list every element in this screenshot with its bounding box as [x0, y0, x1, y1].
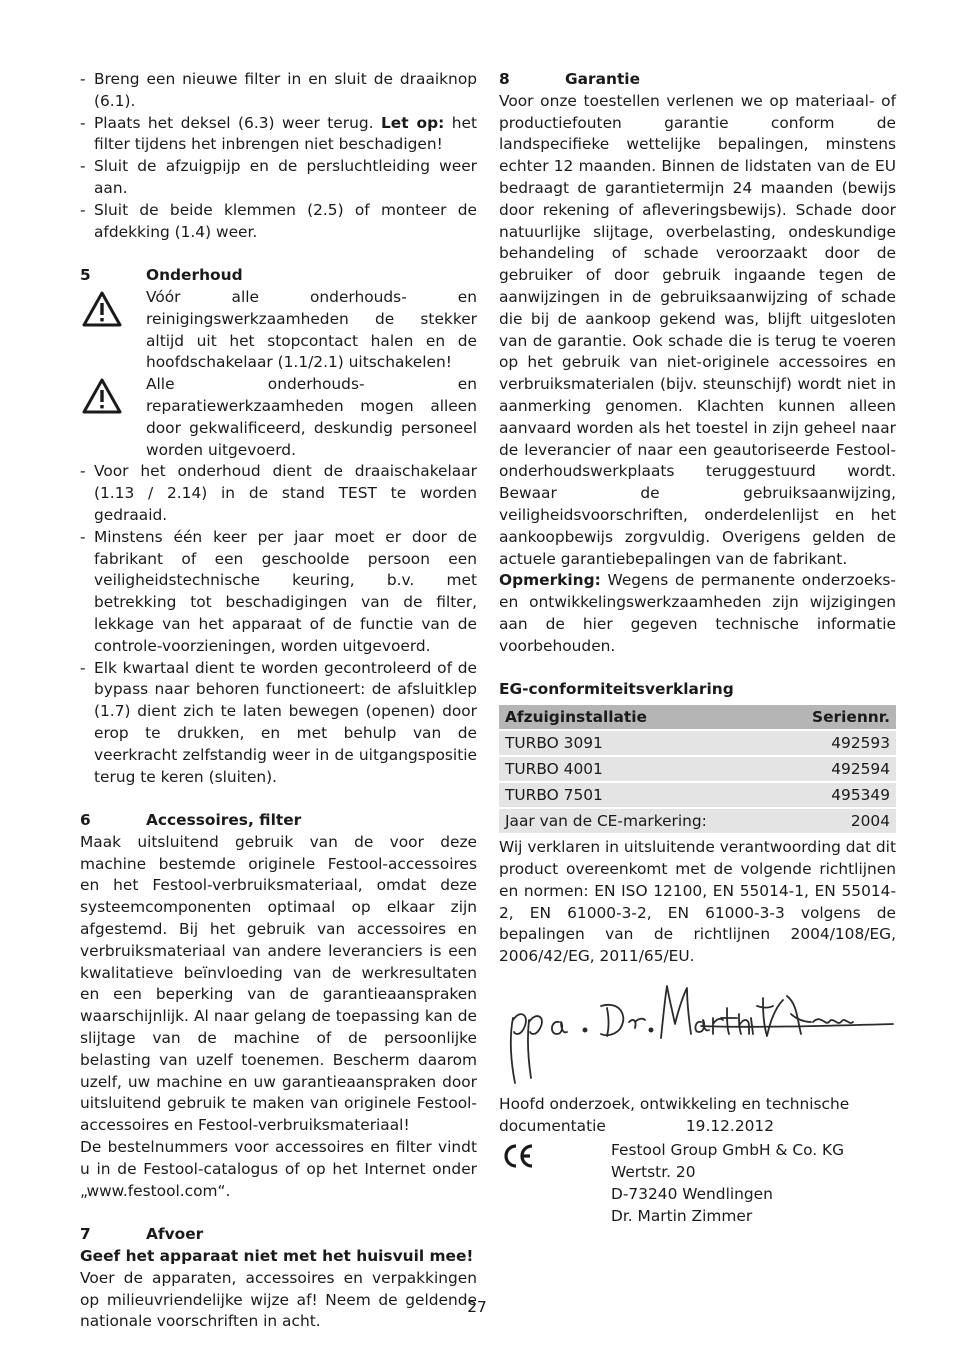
- declaration-text: Wij verklaren in uitsluitende verantwoording dat dit product overeenkomt met de volgende richtlijnen en normen: EN ISO 12100, EN 55014-1, EN 55014-2, EN 61000-3-2, EN 61000-3-3 volgens de bepalingen van de richtlijnen 2004/108/EG, 2006/42/EG, 2011/65/EU.: [499, 838, 896, 966]
- serial-cell: 495349: [778, 783, 896, 807]
- column-header: Afzuiginstallatie: [499, 705, 778, 729]
- warning-text: Alle onderhouds- en reparatiewerkzaamheden mogen alleen door gekwalificeerd, deskundig personeel worden uitgevoerd.: [146, 375, 477, 459]
- company-city: D-73240 Wendlingen: [611, 1185, 773, 1204]
- table-header: [499, 705, 896, 729]
- warning-triangle-icon: [82, 291, 122, 327]
- ce-year-value: 2004: [778, 809, 896, 833]
- company-street: Wertstr. 20: [611, 1163, 696, 1182]
- right-column: [499, 69, 896, 1228]
- table-row: [499, 783, 896, 807]
- paragraph: De bestelnummers voor accessoires en filter vindt u in de Festool-catalogus of op het Internet onder „www.festool.com“.: [80, 1138, 477, 1200]
- column-header: Seriennr.: [778, 705, 896, 729]
- page-number: 27: [467, 1298, 487, 1316]
- table-row: [499, 757, 896, 781]
- serial-cell: 492593: [778, 731, 896, 755]
- conformity-title: EG-conformiteitsverklaring: [499, 680, 734, 699]
- signature: [499, 968, 896, 1094]
- paragraph: Voor onze toestellen verlenen we op materiaal- of productiefouten garantie conform de landspecifieke wettelijke bepalingen, minstens echter 12 maanden. Binnen de lidstaten van de EU bedraagt de garantietermijn 24 maanden (bewijs door rekening of afleveringsbewijs). Schade door natuurlijke slijtage, overbelasting, ondeskundige behandeling of schade veroorzaakt door de gebruiker of door gebruik ingaande tegen de aanwijzingen in de gebruiksaanwijzing of schade die bij de aankoop gekend was, blijft uitgesloten van de garantie. Ook schade die is terug te voeren op het gebruik van niet-originele accessoires en verbruiksmaterialen (bijv. steunschijf) wordt niet in aanmerking genomen. Klachten kunnen alleen aanvaard worden als het toestel in zijn geheel naar de leverancier of naar een geautoriseerde Festool-onderhoudswerkplaats teruggestuurd wordt. Bewaar de gebruiksaanwijzing, veiligheidsvoorschriften, onderdelenlijst en het aankoopbewijs zorgvuldig. Overigens gelden de actuele garantiebepalingen van de fabrikant.: [499, 91, 896, 568]
- warning-text: Vóór alle onderhouds- en reinigingswerkzaamheden de stekker altijd uit het stopcontact halen en de hoofdschakelaar (1.1/2.1) uitschakelen!: [146, 287, 477, 372]
- note-paragraph: Opmerking: Wegens de permanente onderzoeks- en ontwikkelingswerkzaamheden zijn wijzigingen aan de hier gegeven technische informatie voorbehouden.: [499, 571, 896, 655]
- disposal-warning: Geef het apparaat niet met het huisvuil mee!: [80, 1247, 474, 1266]
- date: 19.12.2012: [685, 1116, 774, 1135]
- company-name: Festool Group GmbH & Co. KG: [611, 1141, 845, 1160]
- list-item: - Sluit de beide klemmen (2.5) of monteer de afdekking (1.4) weer.: [80, 200, 477, 244]
- model-cell: TURBO 7501: [499, 783, 778, 807]
- section-heading: 5 Onderhoud: [80, 266, 243, 285]
- paragraph: Maak uitsluitend gebruik van de voor deze machine bestemde originele Festool-accessoires en het Festool-verbruiksmateriaal, omdat deze systeemcomponenten optimaal op elkaar zijn afgestemd. Bij het gebruik van accessoires en verbruiksmateriaal van andere leveranciers is een kwalitatieve beïnvloeding van de werkresultaten en een beperking van de garantieaanspraken waarschijnlijk. Al naar gelang de toepassing kan de slijtage van de machine of de persoonlijke belasting van uzelf toenemen. Bescherm daarom uzelf, uw machine en uw garantieaanspraken door uitsluitend gebruik te maken van originele Festool-accessoires en Festool-verbruiksmateriaal!: [80, 832, 477, 1135]
- conformity-table: [499, 703, 896, 835]
- section-heading: 6 Accessoires, filter: [80, 811, 302, 830]
- list-item: - Elk kwartaal dient te worden gecontroleerd of de bypass naar behoren functioneert: de afsluitklep (1.7) dient zich te laten bewegen (openen) door erop te drukken, en met behulp van de veerkracht zelfstandig weer in de uitgangspositie terug te keren (sluiten).: [80, 658, 477, 789]
- list-item: - Sluit de afzuigpijp en de persluchtleiding weer aan.: [80, 156, 477, 200]
- list-item: - Minstens één keer per jaar moet er door de fabrikant of een geschoolde persoon een veiligheidstechnische keuring, b.v. met betrekking tot beschadigingen van de filter, lekkage van het apparaat of de functie van de controle-voorzieningen, worden uitgevoerd.: [80, 527, 477, 658]
- company-address: [499, 1140, 896, 1227]
- model-cell: TURBO 4001: [499, 757, 778, 781]
- signature-image: [501, 978, 896, 1088]
- table-row: [499, 731, 896, 755]
- paragraph: Voer de apparaten, accessoires en verpakkingen op milieuvriendelijke wijze af! Neem de geldende nationale voorschriften in acht.: [80, 1268, 477, 1331]
- list-item: - Voor het onderhoud dient de draaischakelaar (1.13 / 2.14) in de stand TEST te worden gedraaid.: [80, 461, 477, 526]
- list-item: - Plaats het deksel (6.3) weer terug. Let op: het filter tijdens het inbrengen niet beschadigen!: [80, 113, 477, 157]
- warning-note: [80, 374, 477, 461]
- model-cell: TURBO 3091: [499, 731, 778, 755]
- section-heading: 7 Afvoer: [80, 1225, 204, 1244]
- left-column: [80, 69, 477, 1333]
- ce-mark-icon: [501, 1142, 535, 1170]
- list-item: - Breng een nieuwe filter in en sluit de draaiknop (6.1).: [80, 69, 477, 113]
- company-contact: Dr. Martin Zimmer: [611, 1206, 753, 1225]
- warning-note: [80, 287, 477, 374]
- table-row: [499, 809, 896, 833]
- section-heading: 8 Garantie: [499, 70, 641, 88]
- signatory-role: Hoofd onderzoek, ontwikkeling en technische documentatie 19.12.2012: [499, 1094, 850, 1135]
- warning-triangle-icon: [82, 378, 122, 414]
- serial-cell: 492594: [778, 757, 896, 781]
- ce-year-label: Jaar van de CE-markering:: [499, 809, 778, 833]
